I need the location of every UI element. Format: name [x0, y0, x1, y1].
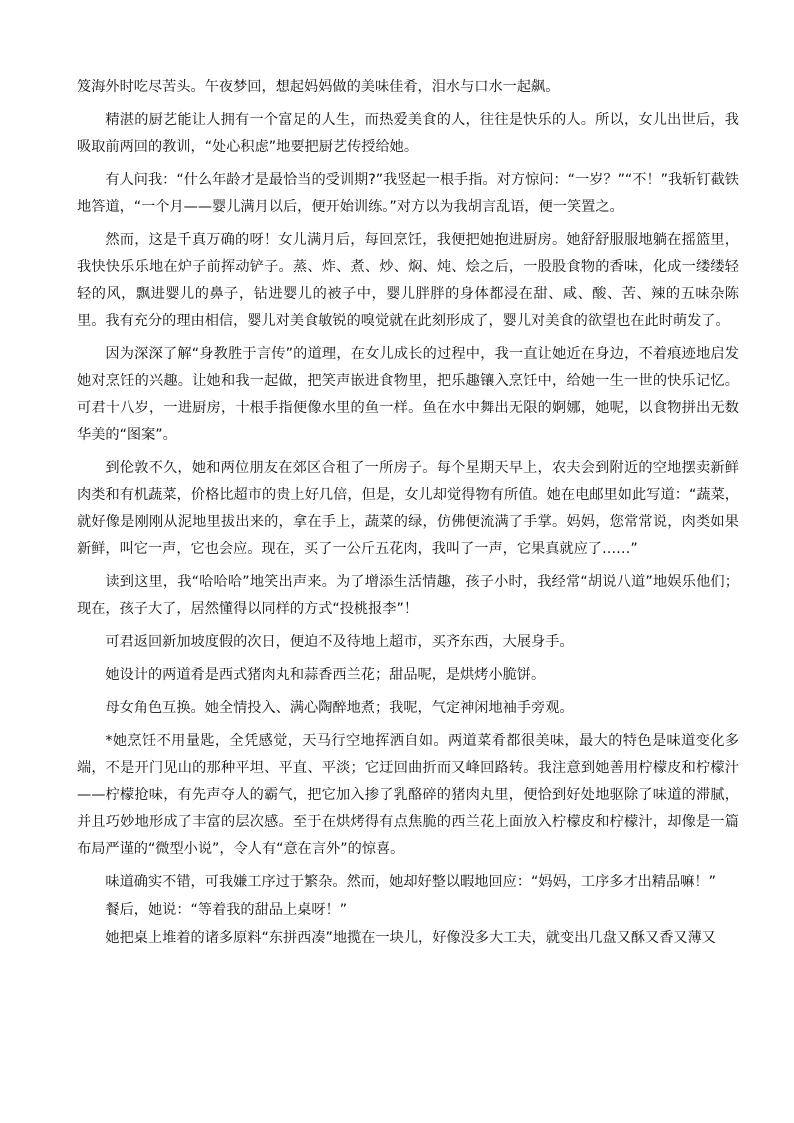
paragraph-8: 可君返回新加坡度假的次日，便迫不及待地上超市，买齐东西，大展身手。 — [105, 634, 574, 650]
paragraph-9: 她设计的两道肴是西式猪肉丸和蒜香西兰花；甜品呢，是烘烤小脆饼。 — [105, 667, 546, 683]
paragraph-2: 精湛的厨艺能让人拥有一个富足的人生，而热爱美食的人，往往是快乐的人。所以，女儿出世后，我吸取前两回的教训，“处心积虑”地要把厨艺传授给她。 — [77, 112, 739, 155]
paragraph-11: *她烹饪不用量匙，全凭感觉，天马行空地挥洒自如。两道菜肴都很美味，最大的特色是味道变化多端，不是开门见山的那种平坦、平直、平淡；它迂回曲折而又峰回路转。我注意到她善用柠檬皮和柠檬汁——柠檬抢味，有先声夺人的霸气，把它加入掺了乳酪碎的猪肉丸里，便恰到好处地驱除了味道的滞腻，并且巧妙地形成了丰富的层次感。至于在烘烤得有点焦脆的西兰花上面放入柠檬皮和柠檬汁，却像是一篇布局严谨的“微型小说”，令人有“意在言外”的惊喜。 — [77, 733, 739, 857]
paragraph-7: 读到这里，我“哈哈哈”地笑出声来。为了增添生活情趣，孩子小时，我经常“胡说八道”地娱乐他们；现在，孩子大了，居然懂得以同样的方式“投桃报李”！ — [77, 574, 739, 617]
paragraph-13: 餐后，她说：“等着我的甜品上桌呀！” — [105, 902, 348, 918]
paragraph-3: 有人问我：“什么年龄才是最恰当的受训期?”我竖起一根手指。对方惊问：“一岁？”“不！”我斩钉截铁地答道，“一个月——婴儿满月以后，便开始训练。”对方以为我胡言乱语，便一笑置之。 — [77, 172, 739, 215]
paragraph-14: 她把桌上堆着的诸多原料“东拼西凑”地揽在一块儿，好像没多大工夫，就变出几盘又酥又香又薄又 — [105, 930, 716, 946]
paragraph-4: 然而，这是千真万确的呀！女儿满月后，每回烹饪，我便把她抱进厨房。她舒舒服服地躺在摇篮里，我快快乐乐地在炉子前挥动铲子。蒸、炸、煮、炒、焖、炖、烩之后，一股股食物的香味，化成一缕缕轻轻的风，飘进婴儿的鼻子，钻进婴儿的被子中，婴儿胖胖的身体都浸在甜、咸、酸、苦、辣的五味杂陈里。我有充分的理由相信，婴儿对美食敏锐的嗅觉就在此刻形成了，婴儿对美食的欲望也在此时萌发了。 — [77, 232, 739, 329]
paragraph-6: 到伦敦不久，她和两位朋友在郊区合租了一所房子。每个星期天早上，农夫会到附近的空地摆卖新鲜肉类和有机蔬菜，价格比超市的贵上好几倍，但是，女儿却觉得物有所值。她在电邮里如此写道：“蔬菜，就好像是刚刚从泥地里拔出来的，拿在手上，蔬菜的绿，仿佛便流满了手掌。妈妈，您常常说，肉类如果新鲜，叫它一声，它也会应。现在，买了一公斤五花肉，我叫了一声，它果真就应了……” — [77, 460, 739, 557]
document-page — [77, 74, 739, 958]
paragraph-10: 母女角色互换。她全情投入、满心陶醉地煮；我呢，气定神闲地袖手旁观。 — [105, 700, 574, 716]
paragraph-12: 味道确实不错，可我嫌工序过于繁杂。然而，她却好整以暇地回应：“妈妈，工序多才出精品嘛！” — [105, 874, 716, 890]
paragraph-5: 因为深深了解“身教胜于言传”的道理，在女儿成长的过程中，我一直让她近在身边，不着痕迹地启发她对烹饪的兴趣。让她和我一起做，把笑声嵌进食物里，把乐趣镶入烹饪中，给她一生一世的快乐记忆。可君十八岁，一进厨房，十根手指便像水里的鱼一样。鱼在水中舞出无限的婀娜，她呢，以食物拼出无数华美的“图案”。 — [77, 346, 739, 443]
paragraph-1: 笈海外时吃尽苦头。午夜梦回，想起妈妈做的美味佳肴，泪水与口水一起飙。 — [77, 79, 560, 95]
